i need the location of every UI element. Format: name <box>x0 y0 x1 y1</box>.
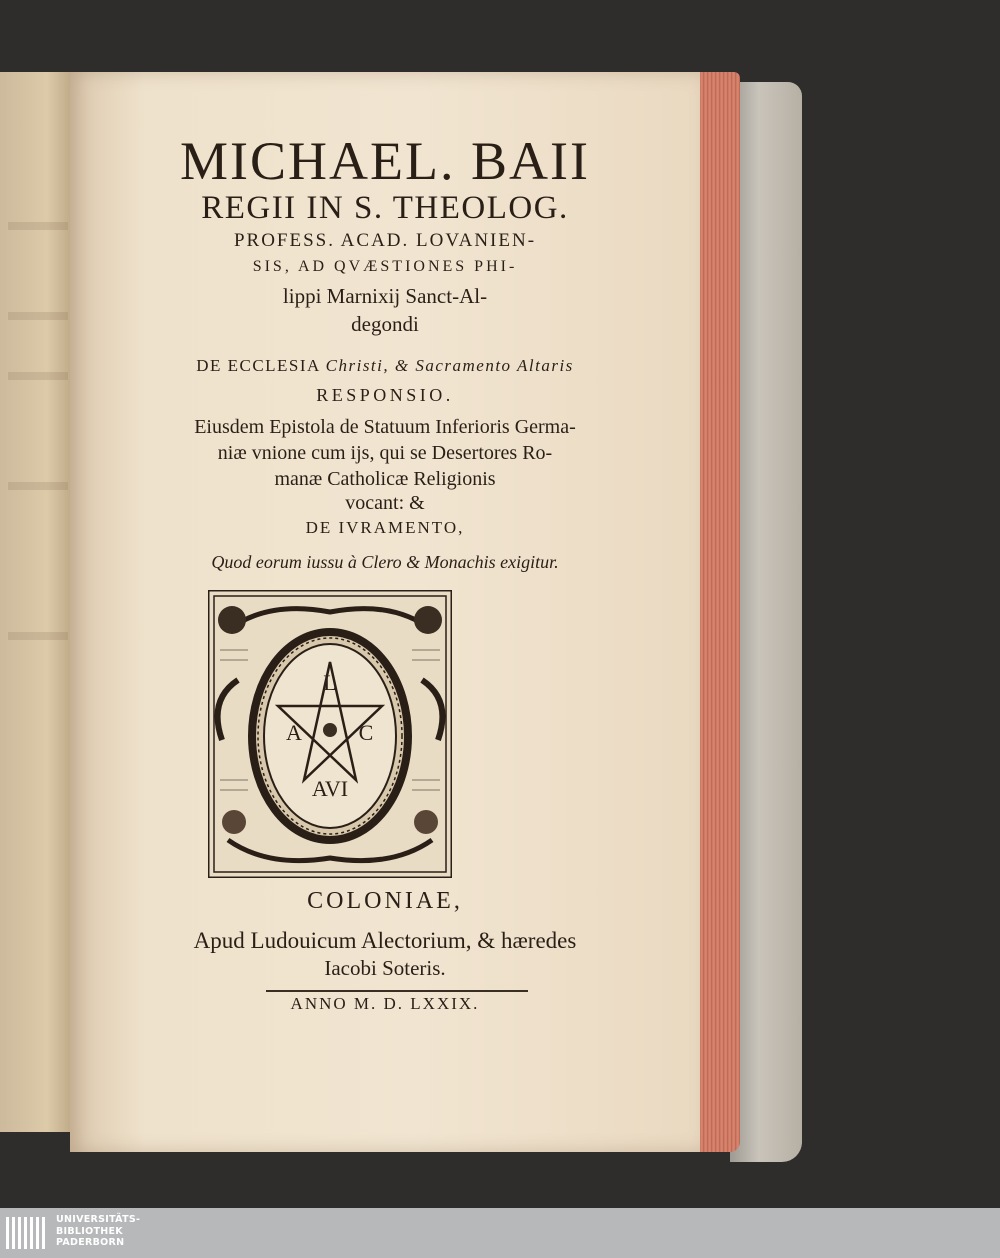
title-line-3: PROFESS. ACAD. LOVANIEN- <box>233 230 537 251</box>
show-through-text <box>8 372 68 380</box>
title-author: MICHAEL. BAII <box>180 131 590 191</box>
library-name-line-1: UNIVERSITÄTS- <box>56 1214 141 1225</box>
title-line-4: SIS, AD QVÆSTIONES PHI- <box>252 258 518 275</box>
verso-page <box>0 72 78 1132</box>
library-name-line-3: PADERBORN <box>56 1237 125 1248</box>
library-logo-icon <box>6 1213 50 1253</box>
title-line-5: lippi Marnixij Sanct-Al- <box>282 284 488 308</box>
show-through-text <box>8 632 68 640</box>
title-line-7-roman: DE ECCLESIA <box>196 356 326 375</box>
device-letters-bottom: AVI <box>311 776 349 801</box>
title-line-11: manæ Catholicæ Religionis <box>274 468 496 490</box>
device-letter-right: C <box>358 720 374 745</box>
book-cover <box>730 82 802 1162</box>
title-line-10: niæ vnione cum ijs, qui se Desertores Ro- <box>217 442 553 464</box>
show-through-text <box>8 312 68 320</box>
title-line-7-italic: Christi, & Sacramento Altaris <box>325 356 574 375</box>
show-through-text <box>8 222 68 230</box>
title-line-2: REGII IN S. THEOLOG. <box>201 190 569 226</box>
title-responsio: RESPONSIO. <box>316 385 454 405</box>
device-letter-top: L <box>323 670 337 695</box>
title-page <box>70 72 700 1152</box>
title-line-14: Quod eorum iussu à Clero & Monachis exigitur. <box>211 552 559 572</box>
title-line-13: DE IVRAMENTO, <box>305 518 465 537</box>
title-line-9: Eiusdem Epistola de Statuum Inferioris Germa- <box>194 416 576 438</box>
device-letter-left: A <box>286 720 302 745</box>
imprint-printer: Apud Ludouicum Alectorium, & hæredes <box>193 928 577 953</box>
show-through-text <box>8 482 68 490</box>
library-name <box>56 1214 140 1249</box>
imprint-rule <box>266 990 528 992</box>
imprint-printer-2: Iacobi Soteris. <box>324 956 446 980</box>
title-line-6: degondi <box>351 312 419 336</box>
title-line-7 <box>70 356 700 376</box>
imprint-place: COLONIAE, <box>307 888 463 914</box>
library-footer <box>0 1208 1000 1258</box>
imprint-year: ANNO M. D. LXXIX. <box>290 994 480 1013</box>
title-line-12: vocant: & <box>345 492 425 514</box>
printers-device-woodcut <box>208 590 452 878</box>
library-name-line-2: BIBLIOTHEK <box>56 1225 123 1237</box>
